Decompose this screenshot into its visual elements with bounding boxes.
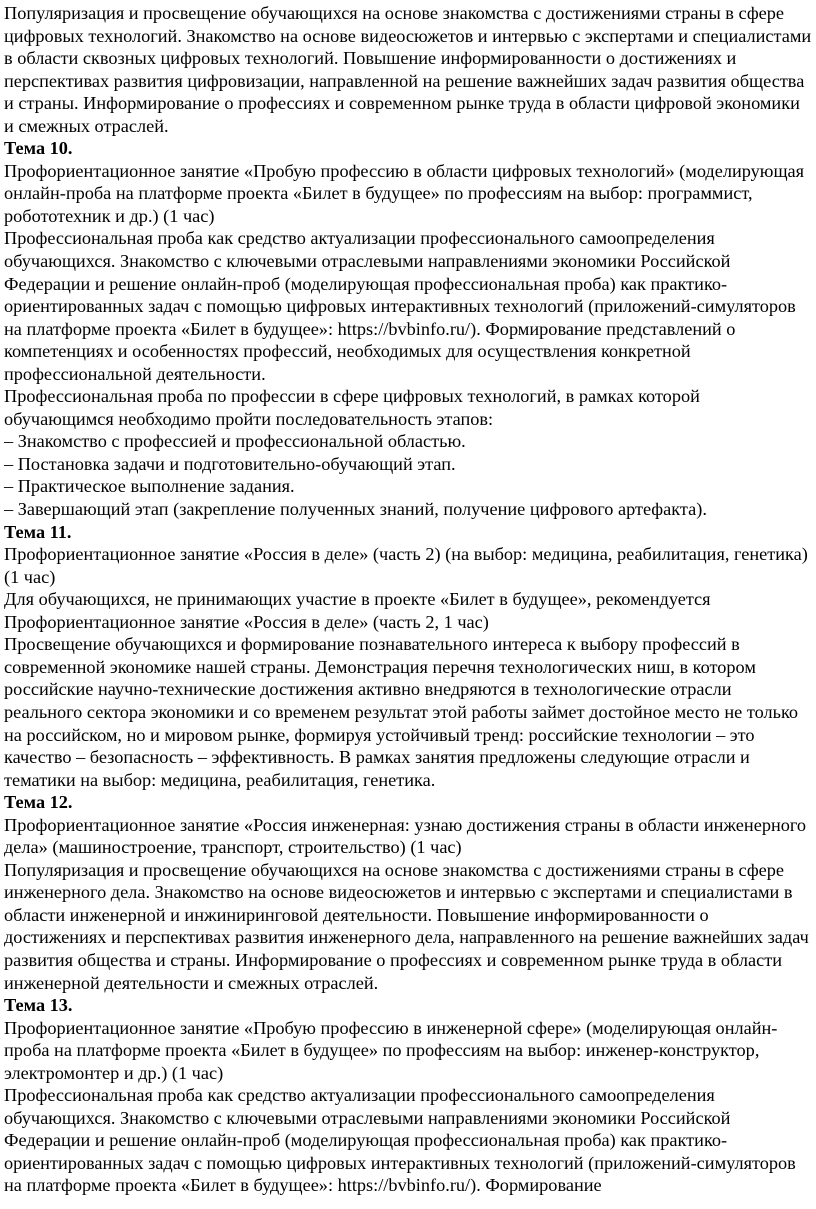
topic-10-title: Профориентационное занятие «Пробую профессию в области цифровых технологий» (моделирующая онлайн-проба на платформе проекта «Билет в будущее» по профессиям на выбор: программист, робототехник и др.) (1 час) <box>4 160 805 226</box>
topic-11-alternative: Для обучающихся, не принимающих участие в проекте «Билет в будущее», рекомендуется Профориентационное занятие «Россия в деле» (часть 2, 1 час) <box>4 589 711 632</box>
topic-12-title: Профориентационное занятие «Россия инженерная: узнаю достижения страны в области инженерного дела» (машиностроение, транспорт, строительство) (1 час) <box>4 814 807 858</box>
topic-11-heading: Тема 11. <box>4 521 72 542</box>
topic-12-heading: Тема 12. <box>4 792 73 813</box>
topic-10-stage-1: – Знакомство с профессией и профессиональной областью. <box>4 431 466 452</box>
topic-11-description: Просвещение обучающихся и формирование познавательного интереса к выбору профессий в современной экономике нашей страны. Демонстрация перечня технологических ниш, в котором российские научно-технические достижения активно внедряются в технологические отрасли реального сектора экономики и со временем результат этой работы займет достойное место не только на российском, но и мировом рынке, формируя устойчивый тренд: российские технологии – это качество – безопасность – эффективность. В рамках занятия предложены следующие отрасли и тематики на выбор: медицина, реабилитация, генетика. <box>4 634 799 790</box>
topic-10-stages-intro: Профессиональная проба по профессии в сфере цифровых технологий, в рамках которой обучающимся необходимо пройти последовательность этапов: <box>4 386 700 429</box>
topic-10-description: Профессиональная проба как средство актуализации профессионального самоопределения обучающихся. Знакомство с ключевыми отраслевыми направлениями экономики Российской Федерации и решение онлайн-проб (моделирующая профессиональная проба) как практико-ориентированных задач с помощью цифровых интерактивных технологий (приложений-симуляторов на платформе проекта «Билет в будущее»: https://bvbinfo.ru/). Формирование представлений о компетенциях и особенностях профессий, необходимых для осуществления конкретной профессиональной деятельности. <box>4 228 796 384</box>
topic-10-heading: Тема 10. <box>4 138 73 159</box>
topic-10-stage-3: – Практическое выполнение задания. <box>4 476 295 497</box>
topic-13-title: Профориентационное занятие «Пробую профессию в инженерной сфере» (моделирующая онлайн-проба на платформе проекта «Билет в будущее» по профессиям на выбор: инженер-конструктор, электромонтер и др.) (1 час) <box>4 1017 778 1083</box>
topic-12-description: Популяризация и просвещение обучающихся на основе знакомства с достижениями страны в сфере инженерного дела. Знакомство на основе видеосюжетов и интервью с экспертами и специалистами в области инженерной и инжиниринговой деятельности. Повышение информированности о достижениях и перспективах развития инженерного дела, направленного на решение важнейших задач развития общества и страны. Информирование о профессиях и современном рынке труда в области инженерной деятельности и смежных отраслей. <box>4 859 809 993</box>
topic-10-stage-2: – Постановка задачи и подготовительно-обучающий этап. <box>4 453 456 474</box>
topic-10-stage-4: – Завершающий этап (закрепление полученных знаний, получение цифрового артефакта). <box>4 499 707 520</box>
topic-11-title: Профориентационное занятие «Россия в деле» (часть 2) (на выбор: медицина, реабилитация, генетика) (1 час) <box>4 544 808 587</box>
paragraph-intro-digital-popularization: Популяризация и просвещение обучающихся на основе знакомства с достижениями страны в сфере цифровых технологий. Знакомство на основе видеосюжетов и интервью с экспертами и специалистами в области сквозных цифровых технологий. Повышение информированности о достижениях и перспективах развития цифровизации, направленной на решение важнейших задач развития общества и страны. Информирование о профессиях и современном рынке труда в области цифровой экономики и смежных отраслей. <box>4 3 812 136</box>
topic-13-heading: Тема 13. <box>4 995 73 1016</box>
topic-13-description: Профессиональная проба как средство актуализации профессионального самоопределения обучающихся. Знакомство с ключевыми отраслевыми направлениями экономики Российской Федерации и решение онлайн-проб (моделирующая профессиональная проба) как практико-ориентированных задач с помощью цифровых интерактивных технологий (приложений-симуляторов на платформе проекта «Билет в будущее»: https://bvbinfo.ru/). Формирование <box>4 1085 796 1196</box>
